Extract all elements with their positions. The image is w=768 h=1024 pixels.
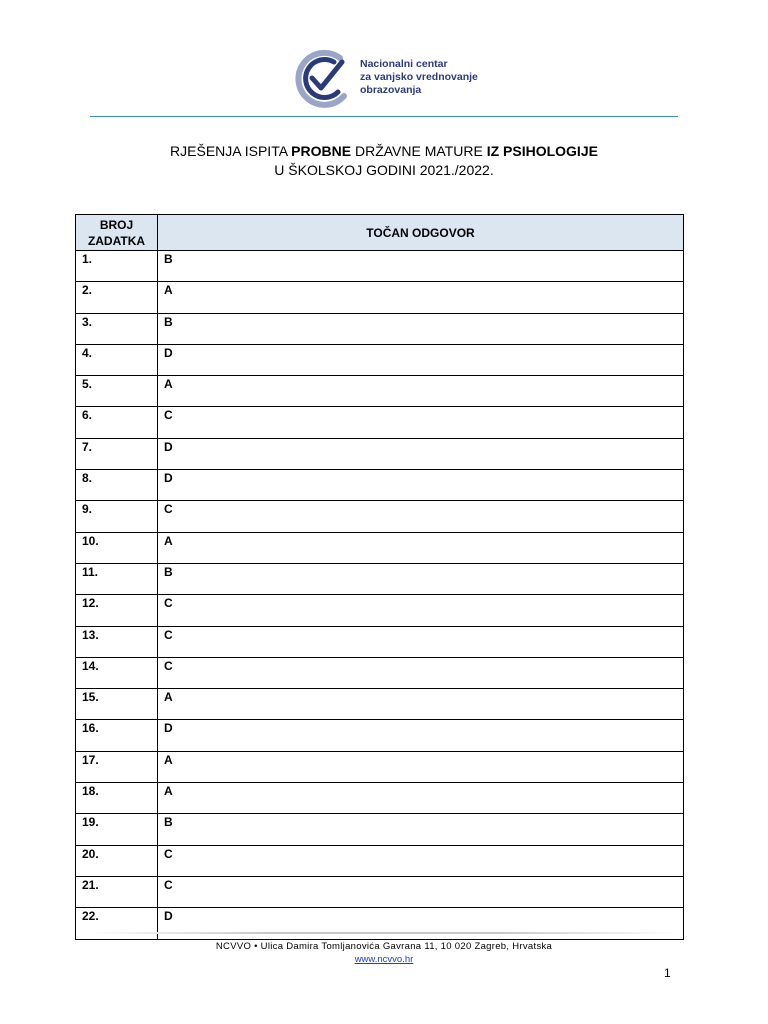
answer-table — [75, 214, 684, 940]
correct-answer: B — [158, 814, 684, 845]
table-row — [76, 720, 684, 751]
page-number: 1 — [664, 966, 671, 980]
title-bold-psihologije: PSIHOLOGIJE — [503, 143, 598, 159]
correct-answer: C — [158, 626, 684, 657]
column-header-number — [76, 215, 158, 251]
question-number: 14. — [76, 657, 158, 688]
header-divider — [90, 116, 678, 117]
question-number: 18. — [76, 783, 158, 814]
correct-answer: D — [158, 908, 684, 939]
table-row — [76, 657, 684, 688]
table-row — [76, 876, 684, 907]
correct-answer: C — [158, 657, 684, 688]
question-number: 7. — [76, 438, 158, 469]
title-bold-iz: IZ — [486, 143, 500, 159]
correct-answer: C — [158, 595, 684, 626]
correct-answer: B — [158, 251, 684, 282]
question-number: 13. — [76, 626, 158, 657]
logo-line-3: obrazovanja — [360, 84, 422, 96]
logo-text — [360, 58, 478, 97]
table-row — [76, 751, 684, 782]
table-row — [76, 407, 684, 438]
title-line-2: U ŠKOLSKOJ GODINI 2021./2022. — [274, 162, 494, 178]
answer-table-body — [76, 251, 684, 940]
ncvvo-logo — [292, 48, 492, 110]
footer-website — [0, 954, 768, 965]
table-row — [76, 282, 684, 313]
question-number: 4. — [76, 344, 158, 375]
logo-line-1: Nacionalni centar — [360, 58, 448, 70]
website-link[interactable]: www.ncvvo.hr — [354, 954, 414, 965]
question-number: 21. — [76, 876, 158, 907]
column-header-number-line-2: ZADATKA — [87, 233, 146, 248]
table-row — [76, 501, 684, 532]
table-row — [76, 344, 684, 375]
title-bold-probne: PROBNE — [291, 143, 352, 159]
table-row — [76, 783, 684, 814]
question-number: 9. — [76, 501, 158, 532]
logo-line-2: za vanjsko vrednovanje — [360, 71, 478, 83]
question-number: 12. — [76, 595, 158, 626]
column-header-answer: TOČAN ODGOVOR — [158, 215, 684, 251]
correct-answer: C — [158, 845, 684, 876]
table-row — [76, 845, 684, 876]
table-row — [76, 595, 684, 626]
correct-answer: A — [158, 282, 684, 313]
question-number: 10. — [76, 532, 158, 563]
table-row — [76, 532, 684, 563]
table-row — [76, 438, 684, 469]
correct-answer: C — [158, 876, 684, 907]
question-number: 16. — [76, 720, 158, 751]
correct-answer: D — [158, 720, 684, 751]
question-number: 3. — [76, 313, 158, 344]
question-number: 22. — [76, 908, 158, 939]
correct-answer: C — [158, 501, 684, 532]
question-number: 19. — [76, 814, 158, 845]
document-title — [0, 142, 768, 180]
correct-answer: D — [158, 344, 684, 375]
title-text-1: RJEŠENJA ISPITA — [170, 143, 292, 159]
question-number: 1. — [76, 251, 158, 282]
table-row — [76, 689, 684, 720]
checkmark-ring-icon — [292, 48, 356, 110]
title-line-1 — [0, 142, 768, 161]
correct-answer: C — [158, 407, 684, 438]
correct-answer: B — [158, 563, 684, 594]
footer-address: NCVVO • Ulica Damira Tomljanovića Gavrana 11, 10 020 Zagreb, Hrvatska — [215, 941, 553, 952]
question-number: 8. — [76, 470, 158, 501]
column-header-number-line-1: BROJ — [99, 217, 134, 232]
table-row — [76, 908, 684, 939]
question-number: 17. — [76, 751, 158, 782]
question-number: 6. — [76, 407, 158, 438]
correct-answer: D — [158, 438, 684, 469]
table-row — [76, 626, 684, 657]
table-row — [76, 376, 684, 407]
table-row — [76, 313, 684, 344]
footer-divider — [90, 932, 678, 934]
question-number: 5. — [76, 376, 158, 407]
question-number: 20. — [76, 845, 158, 876]
table-header-row — [76, 215, 684, 251]
question-number: 11. — [76, 563, 158, 594]
correct-answer: B — [158, 313, 684, 344]
correct-answer: A — [158, 532, 684, 563]
table-row — [76, 251, 684, 282]
correct-answer: A — [158, 751, 684, 782]
table-row — [76, 814, 684, 845]
correct-answer: D — [158, 470, 684, 501]
correct-answer: A — [158, 376, 684, 407]
correct-answer: A — [158, 689, 684, 720]
table-row — [76, 563, 684, 594]
correct-answer: A — [158, 783, 684, 814]
question-number: 2. — [76, 282, 158, 313]
title-text-2: DRŽAVNE MATURE — [351, 143, 487, 159]
table-row — [76, 470, 684, 501]
question-number: 15. — [76, 689, 158, 720]
